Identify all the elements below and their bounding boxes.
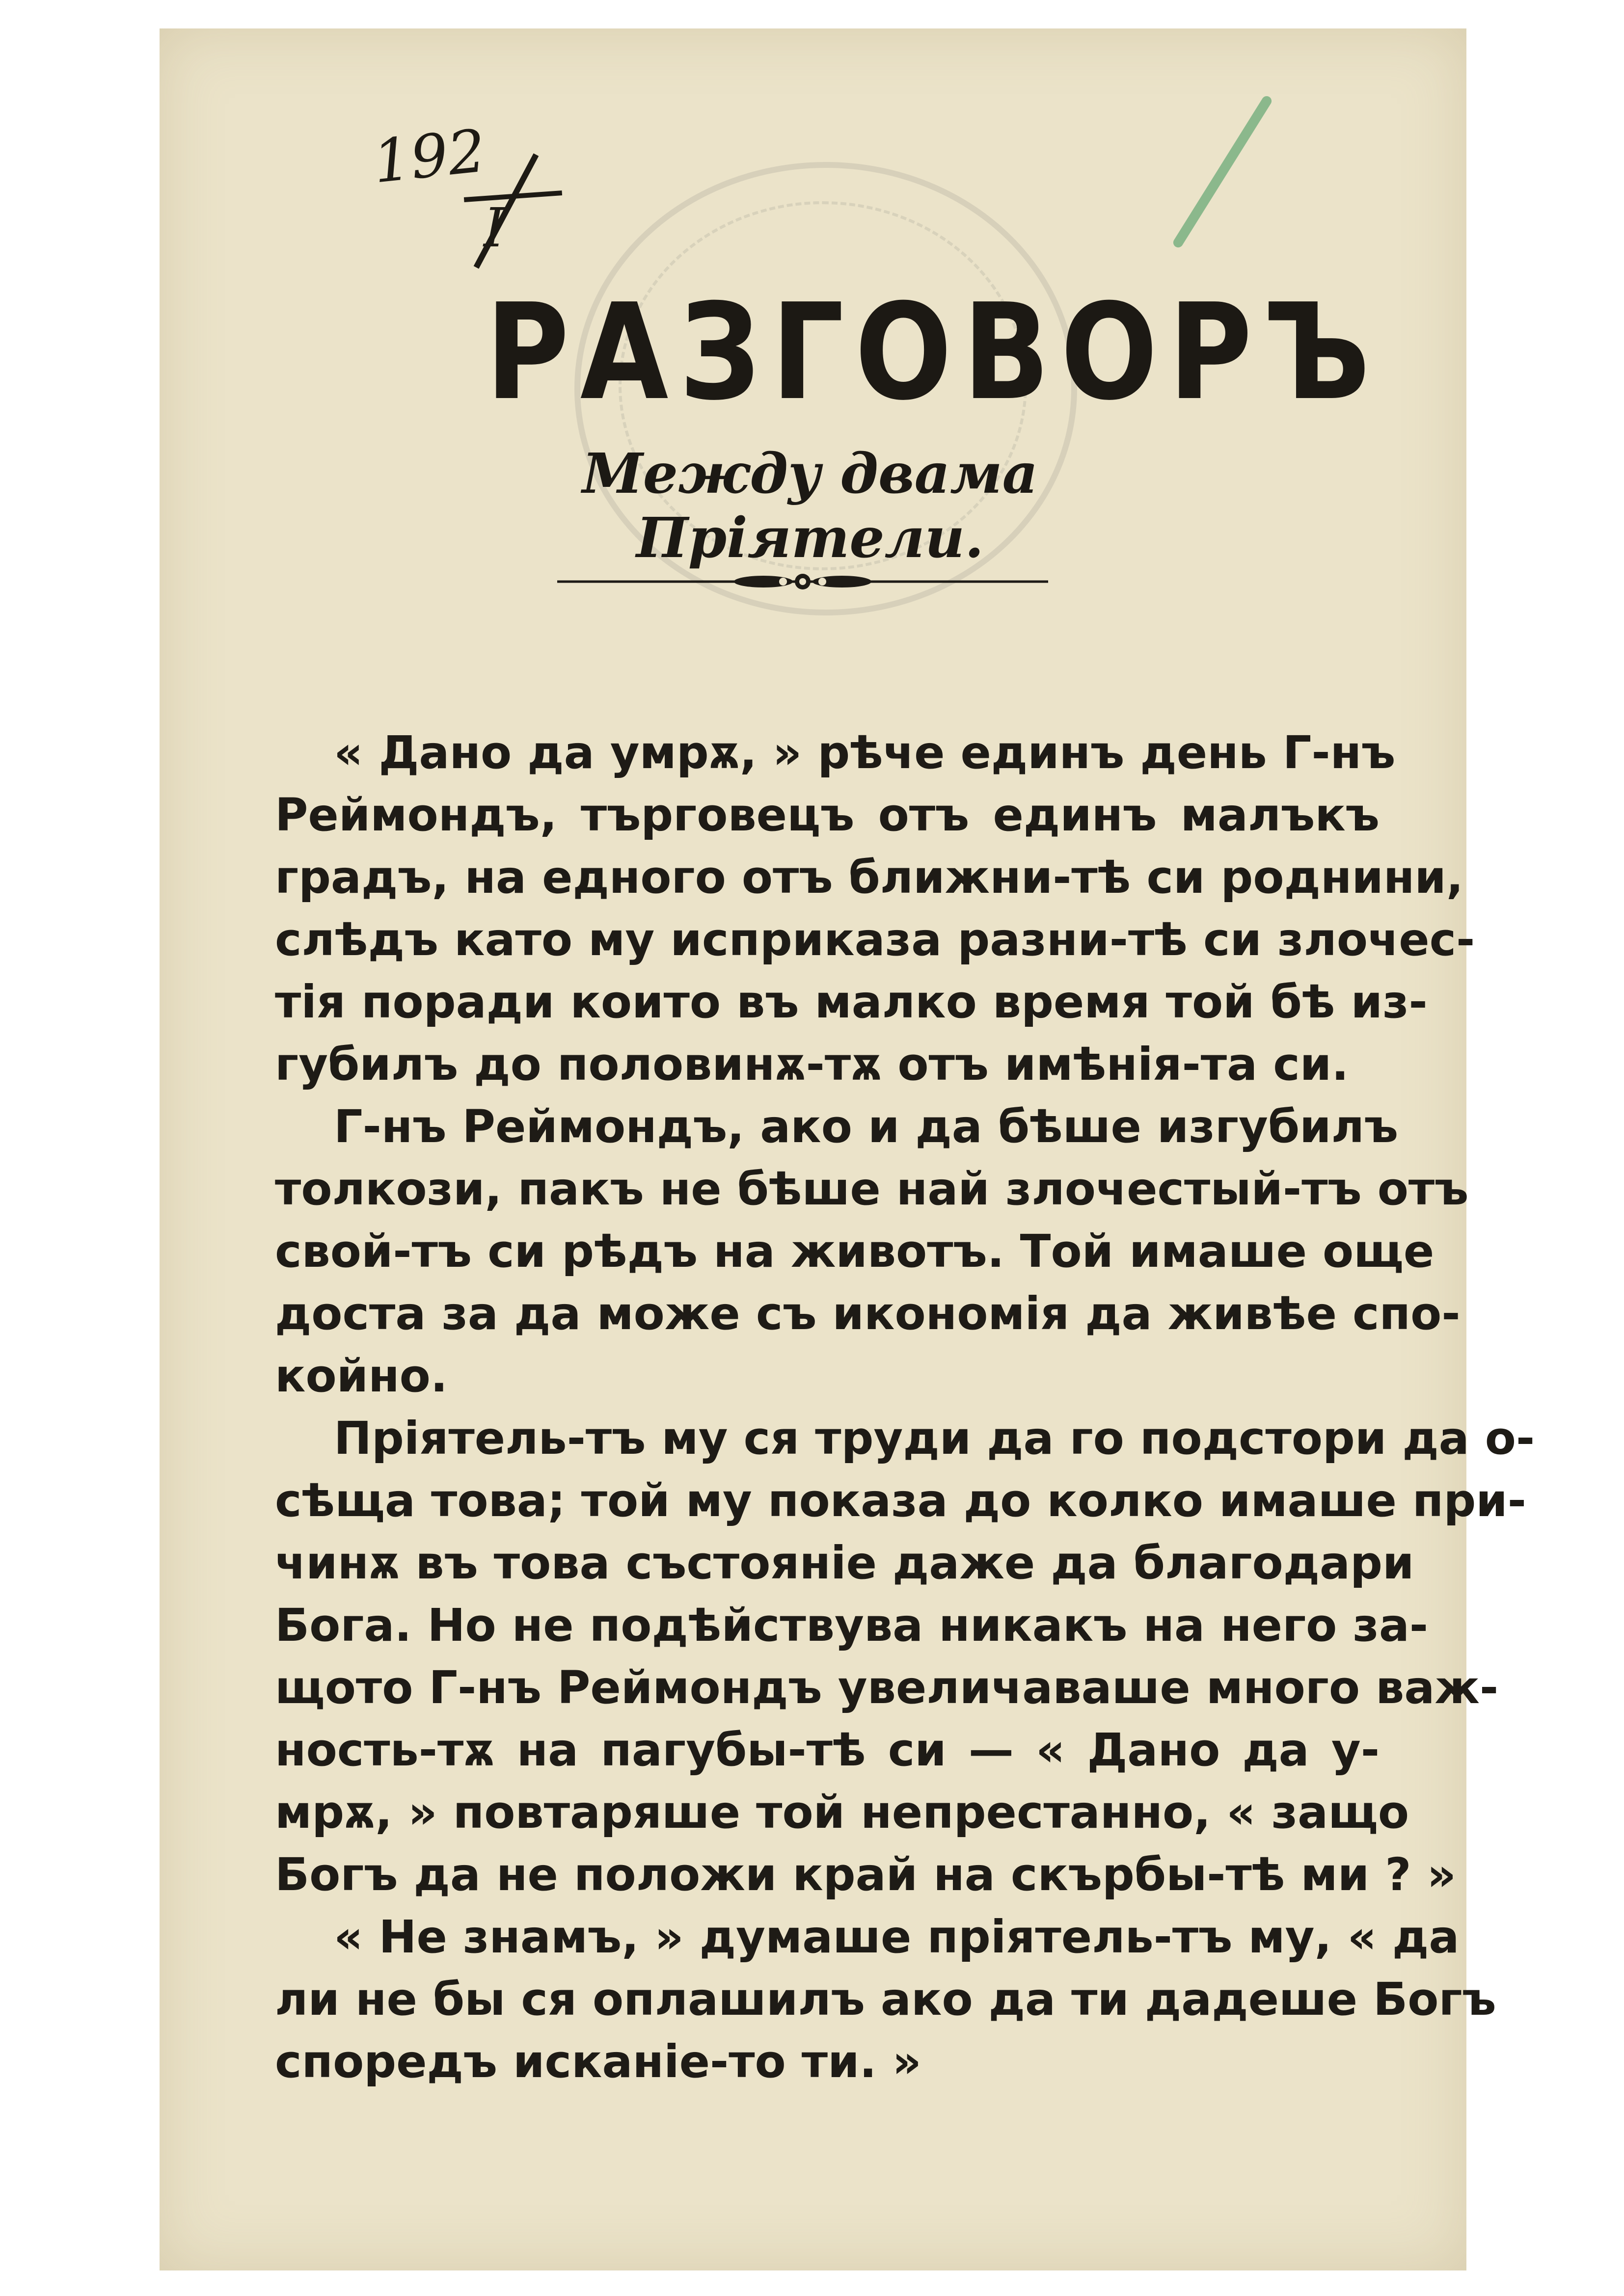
text-line: чинѫ въ това състояніе даже да благодари [275,1537,1414,1589]
text-line: толкози, пакъ не бѣше най злочестый-тъ отъ [275,1163,1469,1215]
text-line: койно. [275,1350,448,1402]
text-line: « Дано да умрѫ, » рѣче единъ день Г-нъ [334,726,1396,779]
text-line: ли не бы ся оплашилъ ако да ти дадеше Богъ [275,1973,1496,2026]
text-line: Бога. Но не подѣйствува никакъ на него за- [275,1599,1429,1652]
paragraph-2 [275,1095,1469,1407]
text-line: щото Г-нъ Реймондъ увеличаваше много важ- [275,1661,1499,1714]
text-line: Пріятель-тъ му ся труди да го подстори да о- [334,1412,1535,1465]
text-line: свой-тъ си рѣдъ на животъ. Той имаше още [275,1225,1435,1278]
catalog-volume: I [484,196,505,259]
text-line: градъ, на едного отъ ближни-тѣ си роднини, [275,851,1463,904]
paragraph-3 [275,1407,1535,1906]
page-subtitle: Между двама Пріятели. [582,442,1038,570]
text-line: споредъ исканіе-то ти. » [275,2035,921,2088]
text-line: губилъ до половинѫ-тѫ отъ имѣнія-та си. [275,1038,1349,1091]
text-line: мрѫ, » повтаряше той непрестанно, « защо [275,1786,1409,1839]
text-line: Г-нъ Реймондъ, ако и да бѣше изгубилъ [334,1100,1399,1153]
paragraph-1 [275,721,1475,1095]
body-text [275,721,1535,2093]
ornamental-divider [557,572,1048,591]
text-line: сѣща това; той му показа до колко имаше при- [275,1474,1526,1527]
page-title: РАЗГОВОРЪ [486,275,1381,429]
text-line: ность-тѫ на пагубы-тѣ си — « Дано да у- [275,1724,1380,1776]
text-line: тія поради които въ малко время той бѣ из- [275,976,1428,1028]
text-line: слѣдъ като му исприказа разни-тѣ си злочес- [275,913,1475,966]
page-paper [160,28,1535,2270]
text-line: « Не знамъ, » думаше пріятель-тъ му, « да [334,1911,1460,1963]
catalog-number: 192 [370,117,489,197]
text-line: Богъ да не положи край на скърбы-тѣ ми ? » [275,1848,1457,1901]
text-line: доста за да може съ икономія да живѣе спо- [275,1287,1461,1340]
text-line: Реймондъ, търговецъ отъ единъ малъкъ [275,789,1380,841]
paragraph-4 [275,1906,1496,2093]
